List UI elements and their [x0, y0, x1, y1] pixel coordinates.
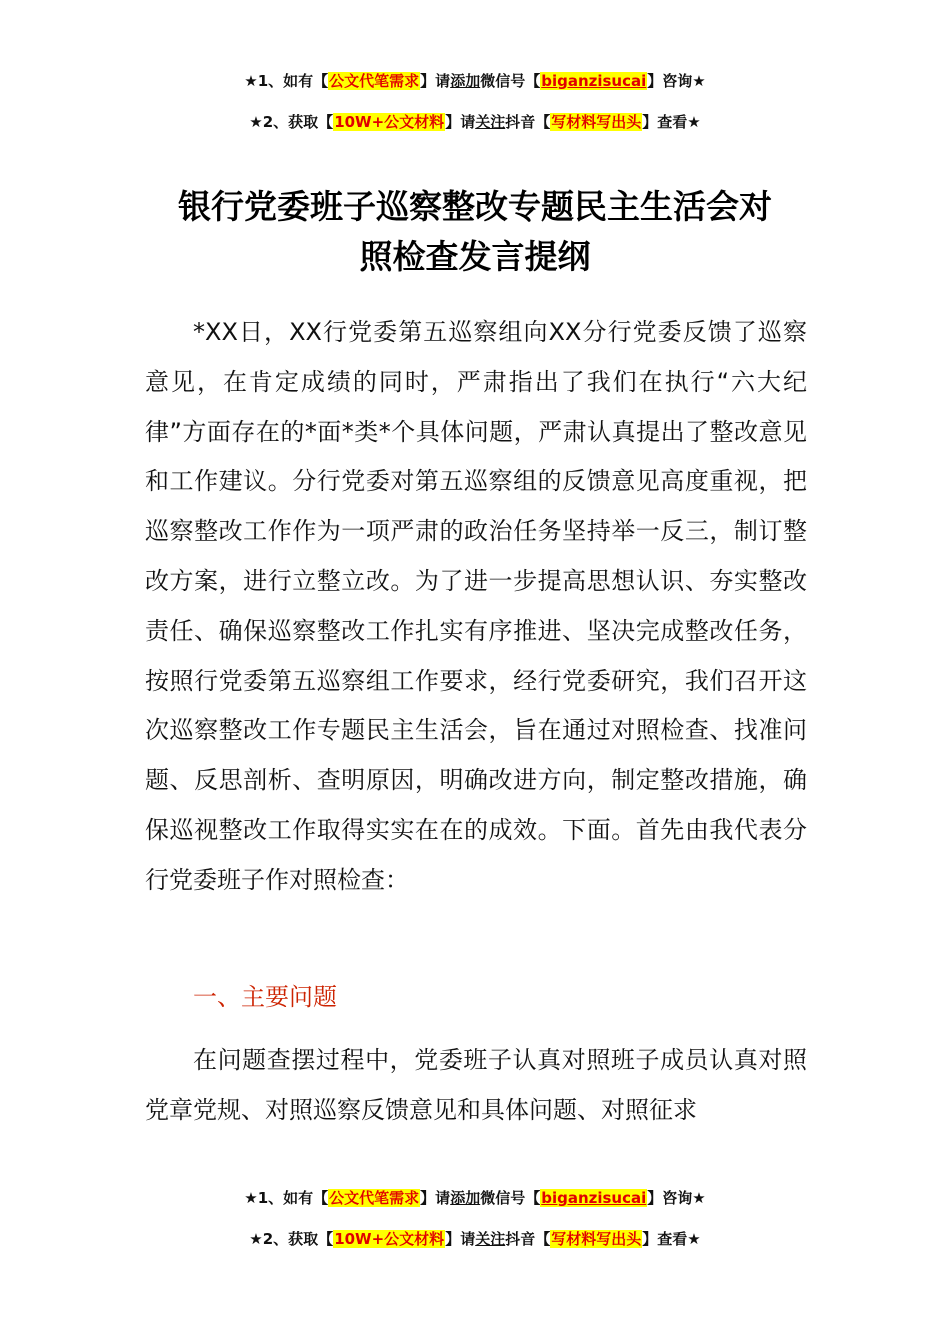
promo-mid: 】请 — [420, 1189, 451, 1207]
promo-mid: 】请 — [445, 1230, 476, 1248]
paragraph-text: 在问题查摆过程中，党委班子认真对照班子成员认真对照党章党规、对照巡察反馈意见和具体问题、对照征求 — [145, 1046, 807, 1124]
douyin-id: 写材料写出头 — [551, 1230, 642, 1248]
title-line-1: 银行党委班子巡察整改专题民主生活会对 — [178, 187, 772, 226]
promo-underline: 关注 — [475, 1230, 506, 1248]
promo-highlight: 10W+公文材料 — [334, 113, 445, 131]
promo-underline: 关注 — [475, 113, 506, 131]
body-paragraph-1 — [145, 308, 807, 906]
promo-line-1-bottom — [0, 1187, 950, 1209]
promo-suffix: 】咨询★ — [647, 72, 706, 90]
douyin-id: 写材料写出头 — [551, 113, 642, 131]
promo-highlight: 10W+公文材料 — [334, 1230, 445, 1248]
promo-line-1-top — [0, 70, 950, 92]
promo-prefix: ★2、获取【 — [249, 113, 334, 131]
document-title — [0, 182, 950, 282]
promo-line-2-bottom — [0, 1228, 950, 1250]
promo-mid: 抖音【 — [505, 113, 551, 131]
promo-suffix: 】查看★ — [642, 113, 701, 131]
promo-prefix: ★2、获取【 — [249, 1230, 334, 1248]
promo-highlight: 公文代笔需求 — [329, 1189, 420, 1207]
promo-suffix: 】查看★ — [642, 1230, 701, 1248]
promo-line-2-top — [0, 111, 950, 133]
promo-prefix: ★1、如有【 — [244, 1189, 329, 1207]
title-line-2: 照检查发言提纲 — [359, 237, 591, 276]
promo-mid: 抖音【 — [505, 1230, 551, 1248]
promo-underline: 添加 — [450, 1189, 481, 1207]
promo-mid: 微信号【 — [480, 72, 541, 90]
promo-mid: 微信号【 — [480, 1189, 541, 1207]
wechat-id: biganzisucai — [541, 1189, 647, 1207]
promo-mid: 】请 — [420, 72, 451, 90]
body-paragraph-2 — [145, 1036, 807, 1136]
promo-prefix: ★1、如有【 — [244, 72, 329, 90]
promo-underline: 添加 — [450, 72, 481, 90]
wechat-id: biganzisucai — [541, 72, 647, 90]
section-heading-main-issues: 一、主要问题 — [193, 983, 337, 1011]
promo-suffix: 】咨询★ — [647, 1189, 706, 1207]
paragraph-text: *XX日，XX行党委第五巡察组向XX分行党委反馈了巡察意见，在肯定成绩的同时，严肃指出了我们在执行“六大纪律”方面存在的*面*类*个具体问题，严肃认真提出了整改意见和工作建议。分行党委对第五巡察组的反馈意见高度重视，把巡察整改工作作为一项严肃的政治任务坚持举一反三，制订整改方案，进行立整立改。为了进一步提高思想认识、夯实整改责任、确保巡察整改工作扎实有序推进、坚决完成整改任务，按照行党委第五巡察组工作要求，经行党委研究，我们召开这次巡察整改工作专题民主生活会，旨在通过对照检查、找准问题、反思剖析、查明原因，明确改进方向，制定整改措施，确保巡视整改工作取得实实在在的成效。下面。首先由我代表分行党委班子作对照检查： — [145, 318, 807, 894]
promo-highlight: 公文代笔需求 — [329, 72, 420, 90]
promo-mid: 】请 — [445, 113, 476, 131]
